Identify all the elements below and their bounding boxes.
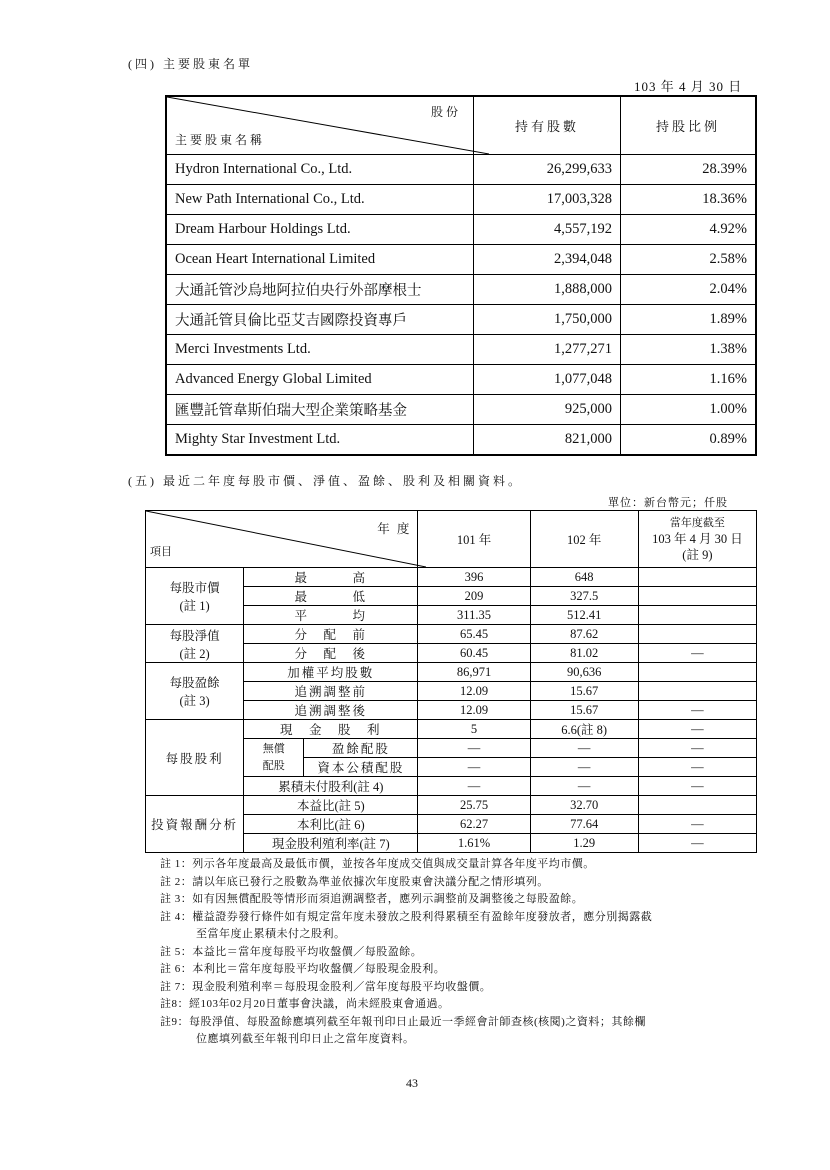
value-101: 12.09 bbox=[418, 682, 530, 701]
diag-header-cell bbox=[166, 96, 474, 155]
shareholder-shares: 1,888,000 bbox=[474, 275, 621, 305]
shareholder-name: 大通託管沙烏地阿拉伯央行外部摩根士 bbox=[166, 275, 474, 305]
group-stock-div bbox=[244, 739, 304, 777]
group-stock-div-line2: 配股 bbox=[262, 759, 285, 772]
row-roi-pe bbox=[146, 796, 757, 815]
row-eps-wavg bbox=[146, 663, 757, 682]
col-current-line1: 當年度截至 bbox=[669, 517, 725, 529]
label: 累積未付股利(註 4) bbox=[244, 777, 418, 796]
value-102: 15.67 bbox=[530, 682, 638, 701]
value-102: 81.02 bbox=[530, 644, 638, 663]
col-current-line2: 103 年 4 月 30 日 bbox=[652, 532, 743, 546]
shareholder-ratio: 4.92% bbox=[621, 215, 757, 245]
per-share-data-table bbox=[145, 510, 757, 853]
value-101: 1.61% bbox=[418, 834, 530, 853]
diag-top-label-2: 年 度 bbox=[377, 522, 412, 536]
value-102: 87.62 bbox=[530, 625, 638, 644]
shareholder-row bbox=[166, 245, 756, 275]
value-current: — bbox=[638, 644, 756, 663]
shareholder-ratio: 2.04% bbox=[621, 275, 757, 305]
shareholder-name: Hydron International Co., Ltd. bbox=[166, 155, 474, 185]
value-101: — bbox=[418, 739, 530, 758]
shareholder-ratio: 0.89% bbox=[621, 425, 757, 456]
group-nav-line1: 每股淨值 bbox=[169, 628, 220, 643]
label: 追溯調整前 bbox=[244, 682, 418, 701]
major-shareholders-table bbox=[165, 95, 757, 456]
label: 現金股利殖利率(註 7) bbox=[244, 834, 418, 853]
value-current bbox=[638, 587, 756, 606]
group-roi: 投資報酬分析 bbox=[146, 796, 244, 853]
diag-top-label: 股份 bbox=[430, 105, 461, 119]
label: 本利比(註 6) bbox=[244, 815, 418, 834]
row-nav-before bbox=[146, 625, 757, 644]
shareholder-ratio: 1.89% bbox=[621, 305, 757, 335]
value-101: — bbox=[418, 758, 530, 777]
value-current: — bbox=[638, 720, 756, 739]
col-101-header: 101 年 bbox=[418, 511, 530, 568]
shareholder-row bbox=[166, 335, 756, 365]
note-2: 註 2：請以年底已發行之股數為準並依據次年度股東會決議分配之情形填列。 bbox=[160, 875, 549, 888]
row-div-cash bbox=[146, 720, 757, 739]
group-eps-line1: 每股盈餘 bbox=[169, 676, 220, 690]
note-4: 註 4：權益證券發行條件如有規定當年度未發放之股利得累積至有盈餘年度發放者，應分別揭露截 bbox=[160, 910, 653, 923]
shareholder-name: Mighty Star Investment Ltd. bbox=[166, 425, 474, 456]
label: 最 低 bbox=[244, 587, 418, 606]
row-price-high bbox=[146, 568, 757, 587]
shareholder-shares: 1,277,271 bbox=[474, 335, 621, 365]
note-5: 註 5：本益比＝當年度每股平均收盤價／每股盈餘。 bbox=[160, 945, 423, 958]
value-current: — bbox=[638, 701, 756, 720]
col-current-header bbox=[638, 511, 756, 568]
value-102: 15.67 bbox=[530, 701, 638, 720]
value-102: — bbox=[530, 777, 638, 796]
value-102: 6.6(註 8) bbox=[530, 720, 638, 739]
value-current bbox=[638, 682, 756, 701]
shareholder-shares: 4,557,192 bbox=[474, 215, 621, 245]
footnotes bbox=[160, 856, 760, 1049]
shareholder-row bbox=[166, 395, 756, 425]
note-7: 註 7：現金股利殖利率＝每股現金股利／當年度每股平均收盤價。 bbox=[160, 980, 492, 993]
shareholder-row bbox=[166, 215, 756, 245]
value-current bbox=[638, 796, 756, 815]
value-102: 1.29 bbox=[530, 834, 638, 853]
diag-bottom-label: 主要股東名稱 bbox=[175, 133, 266, 147]
shareholder-name: New Path International Co., Ltd. bbox=[166, 185, 474, 215]
shareholder-ratio: 1.00% bbox=[621, 395, 757, 425]
shareholder-ratio: 1.38% bbox=[621, 335, 757, 365]
value-current bbox=[638, 568, 756, 587]
label: 盈餘配股 bbox=[304, 739, 418, 758]
shareholder-row bbox=[166, 155, 756, 185]
value-102: — bbox=[530, 758, 638, 777]
value-101: 209 bbox=[418, 587, 530, 606]
group-eps bbox=[146, 663, 244, 720]
value-102: 77.64 bbox=[530, 815, 638, 834]
col-current-line3: (註 9) bbox=[682, 548, 713, 562]
value-101: 60.45 bbox=[418, 644, 530, 663]
unit-label: 單位：新台幣元；仟股 bbox=[608, 497, 728, 509]
label: 追溯調整後 bbox=[244, 701, 418, 720]
value-current: — bbox=[638, 834, 756, 853]
value-102: — bbox=[530, 739, 638, 758]
value-101: 311.35 bbox=[418, 606, 530, 625]
col-shares-header: 持有股數 bbox=[474, 96, 621, 155]
shareholder-name: 匯豐託管韋斯伯瑞大型企業策略基金 bbox=[166, 395, 474, 425]
value-102: 512.41 bbox=[530, 606, 638, 625]
shareholder-shares: 925,000 bbox=[474, 395, 621, 425]
value-101: 65.45 bbox=[418, 625, 530, 644]
shareholder-row bbox=[166, 365, 756, 395]
value-current bbox=[638, 625, 756, 644]
value-101: — bbox=[418, 777, 530, 796]
note-4-cont: 至當年度止累積未付之股利。 bbox=[196, 928, 346, 940]
value-101: 12.09 bbox=[418, 701, 530, 720]
shareholder-shares: 1,750,000 bbox=[474, 305, 621, 335]
note-9: 註9：每股淨值、每股盈餘應填列截至年報刊印日止最近一季經會計師查核(核閱)之資料；其餘欄 bbox=[160, 1015, 646, 1028]
value-current bbox=[638, 606, 756, 625]
group-price bbox=[146, 568, 244, 625]
value-101: 62.27 bbox=[418, 815, 530, 834]
section4-date: 103 年 4 月 30 日 bbox=[634, 79, 743, 94]
value-101: 86,971 bbox=[418, 663, 530, 682]
shareholder-ratio: 18.36% bbox=[621, 185, 757, 215]
shareholder-shares: 2,394,048 bbox=[474, 245, 621, 275]
group-eps-line2: (註 3) bbox=[179, 694, 210, 708]
group-div: 每股股利 bbox=[146, 720, 244, 796]
group-nav bbox=[146, 625, 244, 663]
diag-header-cell-2 bbox=[146, 511, 418, 568]
shareholder-ratio: 2.58% bbox=[621, 245, 757, 275]
col-102-header: 102 年 bbox=[530, 511, 638, 568]
shareholder-row bbox=[166, 305, 756, 335]
value-current: — bbox=[638, 758, 756, 777]
label: 資本公積配股 bbox=[304, 758, 418, 777]
value-current: — bbox=[638, 815, 756, 834]
value-102: 90,636 bbox=[530, 663, 638, 682]
shareholder-row bbox=[166, 275, 756, 305]
page-number: 43 bbox=[406, 1076, 418, 1090]
label: 加權平均股數 bbox=[244, 663, 418, 682]
note-8: 註8：經103年02月20日董事會決議，尚未經股東會通過。 bbox=[160, 998, 450, 1010]
shareholder-name: Advanced Energy Global Limited bbox=[166, 365, 474, 395]
value-current: — bbox=[638, 777, 756, 796]
note-9-cont: 位應填列截至年報刊印日止之當年度資料。 bbox=[196, 1033, 415, 1045]
label: 平 均 bbox=[244, 606, 418, 625]
group-stock-div-line1: 無償 bbox=[262, 742, 285, 755]
shareholder-shares: 17,003,328 bbox=[474, 185, 621, 215]
value-102: 327.5 bbox=[530, 587, 638, 606]
shareholder-name: 大通託管貝倫比亞艾吉國際投資專戶 bbox=[166, 305, 474, 335]
value-102: 32.70 bbox=[530, 796, 638, 815]
value-current bbox=[638, 663, 756, 682]
label: 分 配 後 bbox=[244, 644, 418, 663]
label: 本益比(註 5) bbox=[244, 796, 418, 815]
col-ratio-header: 持股比例 bbox=[621, 96, 757, 155]
shareholder-row bbox=[166, 185, 756, 215]
shareholder-ratio: 28.39% bbox=[621, 155, 757, 185]
note-3: 註 3：如有因無償配股等情形而須追溯調整者，應列示調整前及調整後之每股盈餘。 bbox=[160, 893, 584, 905]
shareholder-shares: 1,077,048 bbox=[474, 365, 621, 395]
section5-title: (五) 最近二年度每股市價、淨值、盈餘、股利及相關資料。 bbox=[128, 474, 523, 488]
group-price-line1: 每股市價 bbox=[169, 581, 220, 595]
value-101: 5 bbox=[418, 720, 530, 739]
note-1: 註 1：列示各年度最高及最低市價，並按各年度成交值與成交量計算各年度平均市價。 bbox=[160, 858, 595, 870]
diag-bottom-label-2: 項目 bbox=[150, 546, 172, 558]
note-6: 註 6：本利比＝當年度每股平均收盤價／每股現金股利。 bbox=[160, 963, 446, 975]
value-current: — bbox=[638, 739, 756, 758]
group-nav-line2: (註 2) bbox=[179, 646, 210, 661]
shareholder-name: Dream Harbour Holdings Ltd. bbox=[166, 215, 474, 245]
shareholder-name: Merci Investments Ltd. bbox=[166, 335, 474, 365]
shareholder-name: Ocean Heart International Limited bbox=[166, 245, 474, 275]
shareholder-shares: 821,000 bbox=[474, 425, 621, 456]
value-101: 396 bbox=[418, 568, 530, 587]
section4-title: (四) 主要股東名單 bbox=[128, 57, 253, 71]
group-price-line2: (註 1) bbox=[179, 599, 210, 613]
shareholder-ratio: 1.16% bbox=[621, 365, 757, 395]
value-101: 25.75 bbox=[418, 796, 530, 815]
label: 現 金 股 利 bbox=[244, 720, 418, 739]
shareholder-row bbox=[166, 425, 756, 456]
shareholder-shares: 26,299,633 bbox=[474, 155, 621, 185]
value-102: 648 bbox=[530, 568, 638, 587]
label: 最 高 bbox=[244, 568, 418, 587]
label: 分 配 前 bbox=[244, 625, 418, 644]
